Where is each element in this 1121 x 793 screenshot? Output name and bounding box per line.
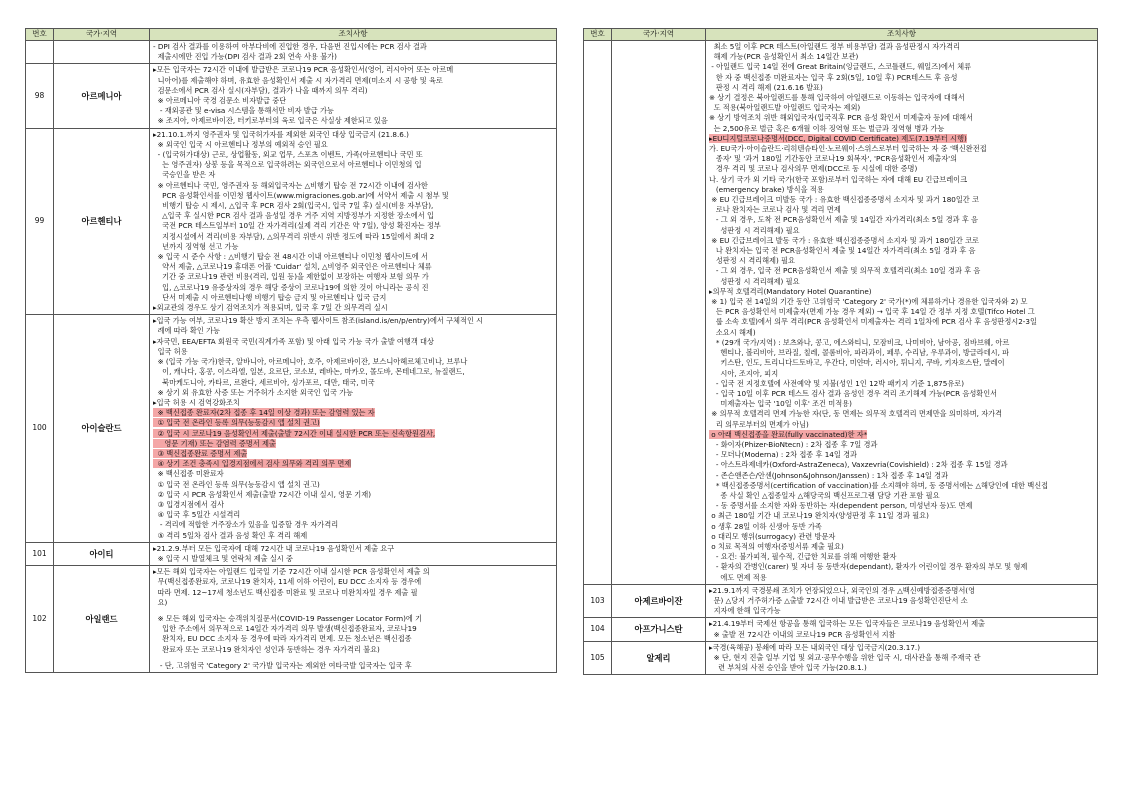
measure-line [153,252,553,262]
measure-text: ▸모든 해외 입국자는 아일랜드 입국일 기준 72시간 이내 실시한 PCR 음성확인서 제출 의 [153,567,430,577]
measure-text: ※ 외국인 입국 시 아르헨티나 정부의 예외적 승인 필요 [153,139,328,149]
measure-text: 미제출자는 입국 '10일 이후' 조건 미적용) [709,399,852,409]
measure-text: ※ 단, 현지 진출 일부 기업 및 외교·공무수행을 위한 입국 시, 대사관을 통해 주재국 관 [709,652,981,662]
measure-text: ▸입국 가능 여부, 코로나19 확산 방지 조치는 우측 웹사이트 참조(island.is/en/p/entry)에서 구체적인 시 [153,316,484,326]
measure-text: 룹 소속 호텔)에서 의무 격리(PCR 음성확인서 미제출자는 격리 1일차에 PCR 검사 후 음성판정시2-3일 [709,317,1037,327]
measure-line [153,283,553,293]
measure-text: ▸국경(육해공) 봉쇄에 따라 모든 내외국인 대상 입국금지(20.3.17.) [709,642,921,652]
measure-text: ③ 입경지점에서 검사 [153,499,225,509]
measure-line [709,358,1094,368]
measure-text: ▸21.4.19부터 국제선 항공을 통해 입국하는 모든 입국자들은 코로나19 음성확인서 제출 [709,619,985,629]
measure-line [153,490,553,500]
measure-text: - 동 증명서를 소지한 자와 동반하는 자(dependent person, 미성년자 등)도 면제 [709,501,973,511]
measure-text: ② 입국 시 PCR 음성확인서 제출(출발 72시간 이내 실시, 영문 기재) [153,489,371,499]
measure-text: 성판정 시 격리해제) 필요 [709,225,800,235]
measure-line [153,272,553,282]
measure-line [709,307,1094,317]
row-number [584,41,612,585]
measure-text: ▸외교관의 경우도 상기 검역조치가 적용되며, 입국 후 7일 간 의무격리 실시 [153,303,388,313]
measure-line [709,62,1094,72]
measure-text: 제출시에만 진입 가능(DPI 검사 결과 2회 연속 사용 불가) [153,52,337,62]
measure-line [153,96,553,106]
highlighted-text: o 아래 백신접종을 완료(fully vaccinated)한 자* [709,429,868,439]
measure-line [709,596,1094,606]
measure-line [709,297,1094,307]
measures-cell [706,618,1098,641]
header-country: 국가·지역 [54,29,150,41]
left-measures-table [25,28,557,673]
measure-text: ① 입국 전 온라인 등록 의무(능동감시 앱 설치 권고) [153,479,320,489]
measure-line [709,134,1094,144]
measure-text: 경우 격리 및 코로나 검사의무 면제(DCC로 동 시실에 대한 증명) [709,164,918,174]
measure-text: - 격리에 적합한 거주장소가 있음을 입증할 경우 자가격리 [153,520,339,530]
measure-text: * 백신접종증명서(certification of vaccination)를 소지해야 하며, 동 증명서에는 △해당인에 대한 백신접 [709,480,1049,490]
measure-line [153,567,553,577]
country-name: 알제리 [612,641,706,675]
measure-text: 소요시 해제) [709,327,756,337]
highlighted-text: ③ 백신접종완료 증명서 제출 [153,448,248,458]
measure-text: - 입국 10일 이후 PCR 테스트 검사 결과 음성인 경우 격리 조기해제 가능(PCR 음성확인서 [709,388,998,398]
measure-text: 로나 완치자는 코로나 검사 및 격리 면제 [709,205,841,215]
measures-cell [150,315,557,542]
measure-text: 종자' 및 '과거 180일 기간동안 코로나19 회복자', 'PCR음성확인서 제출자'의 [709,154,958,164]
measure-text: 약서 제출, △코로나19 휴대폰 어플 'Cuidar' 설치, △비영주 외국인은 아르헨티나 체류 [153,262,432,272]
measure-line [153,614,553,624]
measure-text: - 화이자(Phizer-BioNtecn) : 2차 접종 후 7일 경과 [709,439,878,449]
measure-line [709,164,1094,174]
measure-text: 도 적용(북아일랜드발 아일랜드 입국자는 제외) [709,103,861,113]
measure-text: - 그 외 경우, 도착 전 PCR음성확인서 제출 및 14일간 자가격리(최소 5일 경과 후 음 [709,215,978,225]
measure-text: - 존슨앤존슨/안센(Johnson&Johnson/Janssen) : 1차 접종 후 14일 경과 [709,470,949,480]
measure-line [153,191,553,201]
measure-text: ※ (입국 가능 국가)한국, 알바니아, 아르메니아, 호주, 아제르바이잔, 보스니아헤르체고비나, 브루나 [153,357,468,367]
measure-line [709,73,1094,83]
measure-line [153,510,553,520]
measure-text: 례에 따라 확인 가능 [153,326,220,336]
measure-text: 나. 상기 국가 외 기타 국가(한국 포함)로부터 입국하는 자에 대해 EU 긴급브레이크 [709,174,968,184]
measure-line [153,262,553,272]
measure-line [153,357,553,367]
measure-text: 해제 가능(PCR 음성확인서 최소 14일간 보관) [709,52,859,62]
measure-line [709,440,1094,450]
measure-line [709,369,1094,379]
measure-line [153,531,553,541]
highlighted-text: ① 입국 전 온라인 등록 의무(능동감시 앱 설치 권고) [153,418,320,428]
measure-text: 시아, 조지아, 피지 [709,368,779,378]
measure-line [709,511,1094,521]
measures-cell [150,128,557,315]
measure-text: - DPI 검사 결과를 이용하여 아부다비에 진입한 경우, 다음번 진입시에는 PCR 검사 결과 [153,42,427,51]
country-name [612,41,706,585]
measure-line [153,459,553,469]
measure-line [709,586,1094,596]
measure-text: 최소 5일 이후 PCR 테스트(아일랜드 정부 비용부담) 결과 음성판정시 자가격리 [709,42,961,51]
country-name: 아프가니스탄 [612,618,706,641]
measure-line [709,471,1094,481]
header-measure: 조치사항 [706,29,1098,41]
measure-line [709,532,1094,542]
table-row [26,64,557,128]
measure-line [153,388,553,398]
measure-line [153,140,553,150]
measure-line [709,450,1094,460]
measure-text: - 아스트라제네카(Oxford-AstraZeneca), Vaxzevria(Covishield) : 2차 접종 후 15일 경과 [709,460,1008,470]
measure-line [709,542,1094,552]
measure-text: 무(백신접종완료자, 코로나19 완치자, 11세 이하 어린이, EU DCC 소지자 등 경우에 [153,577,422,587]
measure-line [153,598,553,608]
measure-line [153,232,553,242]
measure-text: ※ 백신접종 미완료자 [153,469,224,479]
measure-line [709,491,1094,501]
measure-text: 입국 허용 [153,346,188,356]
measure-line [709,643,1094,653]
measure-line [709,522,1094,532]
measure-line [153,150,553,160]
header-measure: 조치사항 [150,29,557,41]
measure-line [153,398,553,408]
measure-line [153,170,553,180]
country-name: 아일랜드 [54,566,150,673]
measure-line [153,326,553,336]
measure-text: 완치자, EU DCC 소지자 등 경우에 따라 자가격리 면제. 모든 청소년은 백신접종 [153,634,412,644]
measure-text: ※ 아르메니아 국경 검문소 비자발급 중단 [153,96,287,106]
measure-line [153,116,553,126]
measure-line [153,624,553,634]
measure-line [709,379,1094,389]
measure-line [153,554,553,564]
measure-line [153,439,553,449]
measure-line [153,130,553,140]
measure-text: 성판정 시 격리해제) 필요 [709,256,795,266]
measure-text: ▸입국 허용 시 검역강화조치 [153,397,240,407]
measure-text: 지정시설에서 격리(비용 자부담), △의무격리 위반시 위반 정도에 따라 15일에서 최대 2 [153,231,435,241]
measure-text: ④ 입국 후 5일간 시설격리 [153,510,241,520]
measure-text: * (29개 국가/지역) : 보츠와나, 콩고, 에스와티니, 모잠비크, 나미비아, 남아공, 짐바브웨, 아르 [709,337,1010,347]
measure-line [709,348,1094,358]
row-number: 103 [584,584,612,618]
measure-text: 기간 중 코로나19 관련 비용(격리, 입원 등)을 제한없이 보장하는 여행자 보험 의무 가 [153,272,429,282]
row-number: 98 [26,64,54,128]
measure-text: ※ 상기 외 유효한 사증 또는 거주허가 소지한 외국인 입국 가능 [153,387,354,397]
measure-text: 이, 캐나다, 홍콩, 이스라엘, 일본, 요르단, 코소보, 레바논, 마카오, 몰도바, 몬테네그로, 뉴질랜드, [153,367,465,377]
measure-line [709,317,1094,327]
measure-text: ※ EU 긴급브레이크 발동 국가 : 유효한 백신접종증명서 소지자 및 과거 180일간 코로 [709,235,979,245]
measure-text: ▸의무적 호텔격리(Mandatory Hotel Quarantine) [709,286,872,296]
measure-text: 니아어)를 제출해야 하며, 유효한 음성확인서 제출 시 자가격리 면제(미소지 시 공항 및 육로 [153,75,443,85]
measure-line [709,205,1094,215]
measure-text: 비행기 탑승 시 제시, △입국 후 PCR 검사 2회(입국시, 입국 7일 후) 실시(비용 자부담), [153,201,434,211]
measure-text: o 치료 목적의 여행자(증빙서류 제출 필요) [709,541,844,551]
measure-line [709,653,1094,663]
measure-text: ⑤ 격리 5일차 검사 결과 음성 확인 후 격리 해제 [153,530,308,540]
left-page [25,28,557,673]
row-number: 102 [26,566,54,673]
measure-text: ※ 입국 시 발열체크 및 연락처 제출 실시 중 [153,553,293,563]
measure-line [153,418,553,428]
table-row [26,566,557,673]
measure-text: (emergency brake) 방식을 적용 [709,184,824,194]
measure-line [153,201,553,211]
measure-text: 성판정 시 격리해제) 필요 [709,276,800,286]
measure-text: - 요건: 불가피적, 필수적, 긴급한 치료를 위해 여행한 환자 [709,552,897,562]
country-name: 아이티 [54,542,150,565]
measure-line [153,661,553,671]
measure-line [709,113,1094,123]
measure-line [153,449,553,459]
measure-text: 입, △코로나19 유증상자의 경우 해당 증상이 코로나19에 의한 것이 아니라는 공식 진 [153,282,429,292]
measure-text: PCR 음성확인서를 이민청 웹사이트(www.migraciones.gob.ar)에 서약서 제출 시 첨부 및 [153,190,449,200]
measure-line [153,378,553,388]
measure-text: 국전 PCR 테스트일부터 10일 간 자가격리(실제 격리 기간은 약 7일), 양성 확진자는 정부 [153,221,441,231]
measure-line [709,175,1094,185]
measure-text: - (입국허가대상) 근로, 상업활동, 외교 업무, 스포츠 이벤트, 가족(아르헨티나 국민 또 [153,150,423,160]
measure-line [709,215,1094,225]
measure-line [153,316,553,326]
measures-cell [706,584,1098,618]
measure-text: ※ 상기 결정은 북아일랜드를 통해 입국하여 아일랜드로 이동하는 입국자에 대해서 [709,93,965,103]
measure-line [709,338,1094,348]
measure-text: ※ 조지아, 아제르바이잔, 터키로부터의 육로 입국은 사실상 제한되고 있음 [153,116,388,126]
right-page [583,28,1098,675]
measure-text: ※ 1) 입국 전 14일의 기간 동안 고위험국 'Category 2' 국가(*)에 체류하거나 경유한 입국자와 2) 모 [709,297,1028,307]
measure-line [153,106,553,116]
measure-line [709,246,1094,256]
measure-line [709,277,1094,287]
header-no: 번호 [584,29,612,41]
measure-text: ※ 의무적 호텔격리 면제 가능한 자(단, 동 면제는 의무적 호텔격리 면제만을 의미하며, 자가격 [709,409,1003,419]
measure-line [709,144,1094,154]
measure-line [709,430,1094,440]
measure-line [709,409,1094,419]
measure-text: 따라 면제. 12~17세 청소년도 백신접종 미완료 및 코로나 미완치자일 경우 제출 필 [153,587,418,597]
table-row [26,128,557,315]
country-name [54,41,150,64]
measure-text: 완료자 또는 코로나19 완치자인 성인과 동반하는 경우 자가격리 불요) [153,644,380,654]
measure-text: - 모더나(Moderna) : 2차 접종 후 14일 경과 [709,450,857,460]
measure-line [709,562,1094,572]
measure-text: ※ 입국 시 준수 사항 : △비행기 탑승 전 48시간 이내 아르헨티나 이민청 웹사이트에 서 [153,252,428,262]
measure-line [709,93,1094,103]
measures-cell [150,566,557,673]
measure-line [153,76,553,86]
measure-line [153,469,553,479]
row-number: 104 [584,618,612,641]
measure-text: ▸21.9.1까지 국경봉쇄 조치가 연장되었으나, 외국인의 경우 △백신예방접종증명서(영 [709,585,976,595]
measure-text: 종 사실 확인 △접종일자 △해당국의 백신프로그램 담당 기관 포함 필요 [709,490,940,500]
measure-line [153,480,553,490]
measure-line [709,573,1094,583]
measure-line [153,181,553,191]
measure-text: - 환자의 간병인(carer) 및 자녀 등 동반자(dependant), 환자가 어린이일 경우 환자의 부모 및 형제 [709,562,1028,572]
measure-line [153,544,553,554]
right-measures-table [583,28,1098,675]
measure-line [709,226,1094,236]
measure-text: ※ 아르헨티나 국민, 영주권자 등 해외입국자는 △비행기 탑승 전 72시간 이내에 검사한 [153,180,428,190]
measure-line [153,303,553,313]
measure-line [709,195,1094,205]
measures-cell [706,641,1098,675]
measure-line [153,242,553,252]
measure-text: 지자에 한해 입국가능 [709,606,781,616]
measure-line [709,52,1094,62]
row-number: 99 [26,128,54,315]
measure-text: △입국 후 실시한 PCR 검사 결과 음성일 경우 거주 지역 지방정부가 지정한 장소에서 입 [153,211,434,221]
table-row [26,41,557,64]
measure-text: ▸자국민, EEA/EFTA 회원국 국민(직계가족 포함) 및 아래 입국 가능 국가 출발 여행객 대상 [153,336,434,346]
measure-line [153,86,553,96]
header-no: 번호 [26,29,54,41]
measure-text: 헨티나, 볼리비아, 브라질, 칠레, 콜롬비아, 파라과이, 페루, 수리남, 우루과이, 방글라데시, 파 [709,348,1010,358]
measure-text: 단서 미제출 시 아르헨티나행 비행기 탑승 금지 및 아르헨티나 입국 금지 [153,292,387,302]
measure-line [709,328,1094,338]
measure-line [709,236,1094,246]
measure-text: 키스탄, 인도, 트리니다드토바고, 우간다, 미얀마, 러시아, 튀니지, 쿠바, 키자흐스탄, 말레이 [709,358,1005,368]
measure-line [709,185,1094,195]
measure-text: o 대리모 행위(surrogacy) 관련 방문자 [709,531,836,541]
country-name: 아르메니아 [54,64,150,128]
measure-line [709,619,1094,629]
country-name: 아르헨티나 [54,128,150,315]
row-number: 101 [26,542,54,565]
highlighted-text: ④ 상기 조건 충족시 입경지점에서 검사 의무와 격리 의무 면제 [153,459,352,469]
measure-text: 련 부처의 사전 승인을 받아 입국 가능(20.8.1.) [709,663,867,673]
table-row [584,618,1098,641]
measure-line [709,154,1094,164]
measure-text: 든 PCR 음성확인서 미제출자(면제 가능 경우 제외) → 입국 후 14일 간 정부 지정 호텔(Tifco Hotel 그 [709,307,1035,317]
measure-line [709,460,1094,470]
table-row [26,542,557,565]
measure-text: - 입국 전 지정호텔에 사전예약 및 지불(성인 1인 12박 패키지 기준 1,875유로) [709,378,965,388]
measure-text: 검문소에서 PCR 검사 실시(자부담), 결과가 나올 때까지 의무 격리) [153,85,368,95]
measure-line [153,634,553,644]
header-country: 국가·지역 [612,29,706,41]
left-table-body [26,41,557,673]
measure-line [153,42,553,52]
row-number: 105 [584,641,612,675]
measure-line [153,408,553,418]
measure-line [153,577,553,587]
measure-text: 국승인을 받은 자 [153,170,216,180]
table-header-row [26,29,557,41]
measure-line [709,83,1094,93]
measure-text: - 재외공관 및 e-visa 시스템을 통해서만 비자 발급 가능 [153,106,334,116]
measure-line [709,266,1094,276]
measure-line [153,293,553,303]
measure-line [153,211,553,221]
measure-text: 는 2,500유로 벌금 혹은 6개월 이하 징역형 또는 벌금과 징역형 병과 가능 [709,123,945,133]
measure-text: 가. EU국가·아이슬란드·리히텐슈타인·노르웨이·스위스로부터 입국하는 자 중 '백신완전접 [709,144,987,154]
row-number: 100 [26,315,54,542]
measure-line [153,429,553,439]
highlighted-text: ▸EU디지털코로나증명서(DCC, Digital COVID Certificate) 제도(7.19부터 시행) [709,133,967,143]
measures-cell [150,64,557,128]
measure-text: 판정 시 격리 해제 (21.6.16 발표) [709,82,823,92]
measures-cell [150,41,557,64]
measure-text: ※ EU 긴급브레이크 미발동 국가 : 유효한 백신접종증명서 소지자 및 과거 180일간 코 [709,195,979,205]
right-table-body [584,41,1098,675]
measure-text: ▸모든 입국자는 72시간 이내에 발급받은 코로나19 PCR 음성확인서(영어, 러시아어 또는 아르메 [153,65,454,75]
measure-line [709,389,1094,399]
measure-text: 나 완치자는 입국 전 PCR음성확인서 제출 및 14일간 자가격리(최소 5일 경과 후 음 [709,246,976,256]
measure-line [709,287,1094,297]
measure-text: o 최근 180일 기간 내 코로나19 완치자(양성판정 후 11일 경과 필요) [709,511,929,521]
measure-text: 년까지 징역형 선고 가능 [153,241,239,251]
measure-line [709,663,1094,673]
measure-line [709,481,1094,491]
measure-text: ※ 모든 해외 입국자는 승객위치질문서(COVID-19 Passenger Locator Form)에 기 [153,613,423,623]
measure-line [153,337,553,347]
measure-line [153,52,553,62]
measure-text: - 그 외 경우, 입국 전 PCR음성확인서 제출 및 의무적 호텔격리(최소 10일 경과 후 음 [709,266,981,276]
measure-line [153,221,553,231]
measure-line [709,420,1094,430]
measure-text: 북마케도니아, 카타르, 르완다, 세르비아, 싱가포르, 대만, 태국, 미국 [153,377,375,387]
measure-line [153,588,553,598]
measure-text: 는 영주권자) 상봉 등을 목적으로 입국하려는 외국인으로서 아르헨티나 이민청의 입 [153,160,422,170]
measures-cell [150,542,557,565]
measure-text: - 아일랜드 입국 14일 전에 Great Britain(잉글랜드, 스코틀랜드, 웨일즈)에서 체류 [709,62,972,72]
table-row [584,41,1098,585]
measure-line [709,124,1094,134]
measure-line [709,103,1094,113]
measure-line [709,256,1094,266]
measure-line [709,606,1094,616]
measure-text: ※ 출발 전 72시간 이내의 코로나19 PCR 음성확인서 지참 [709,629,896,639]
measure-line [153,520,553,530]
highlighted-text: ※ 백신접종 완료자(2차 접종 후 14일 이상 경과) 또는 감염력 있는 자 [153,408,375,418]
measure-text: 문) △당지 거주허가증 △출발 72시간 이내 발급받은 코로나19 음성확인진단서 소 [709,595,968,605]
highlighted-text: ② 입국 시 코로나19 음성확인서 제출(출발 72시간 이내 실시한 PCR 또는 신속항원검사, [153,428,436,438]
measure-line [153,160,553,170]
measure-text: 한 자 중 백신접종 미완료자는 입국 후 2회(5일, 10일 후) PCR테스트 후 음성 [709,72,958,82]
measure-line [709,501,1094,511]
measure-text: ※ 상기 방역조치 위반 해외입국자(입국직후 PCR 음성 확인서 미제출자 등)에 대해서 [709,113,974,123]
measure-text: 리 의무로부터의 면제가 아님) [709,419,809,429]
measure-line [153,65,553,75]
row-number [26,41,54,64]
measure-text: o 생후 28일 이하 신생아 동반 가족 [709,521,822,531]
measure-line [709,42,1094,52]
measure-line [153,367,553,377]
measure-line [709,552,1094,562]
country-name: 아제르바이잔 [612,584,706,618]
measure-text: 입한 주소에서 의무적으로 14일간 자가격리 의무 발생(백신접종완료자, 코로나19 [153,624,417,634]
highlighted-text: 영문 기재) 또는 감염력 증명서 제출 [153,438,276,448]
measure-line [153,645,553,655]
measures-cell [706,41,1098,585]
measure-line [153,500,553,510]
country-name: 아이슬란드 [54,315,150,542]
measure-text: ▸21.2.9.부터 모든 입국자에 대해 72시간 내 코로나19 음성확인서 제출 요구 [153,543,395,553]
measure-text: - 단, 고위험국 'Category 2' 국가발 입국자는 제외한 여타국발 입국자는 입국 후 [153,660,412,670]
table-row [584,641,1098,675]
measure-text: 에도 면제 적용 [709,572,767,582]
table-row [26,315,557,542]
measure-line [709,630,1094,640]
table-header-row [584,29,1098,41]
measure-line [709,399,1094,409]
measure-text: 요) [153,597,168,607]
table-row [584,584,1098,618]
measure-line [153,347,553,357]
measure-text: ▸21.10.1.까지 영주권자 및 입국허가자를 제외한 외국인 대상 입국금지 (21.8.6.) [153,129,409,139]
